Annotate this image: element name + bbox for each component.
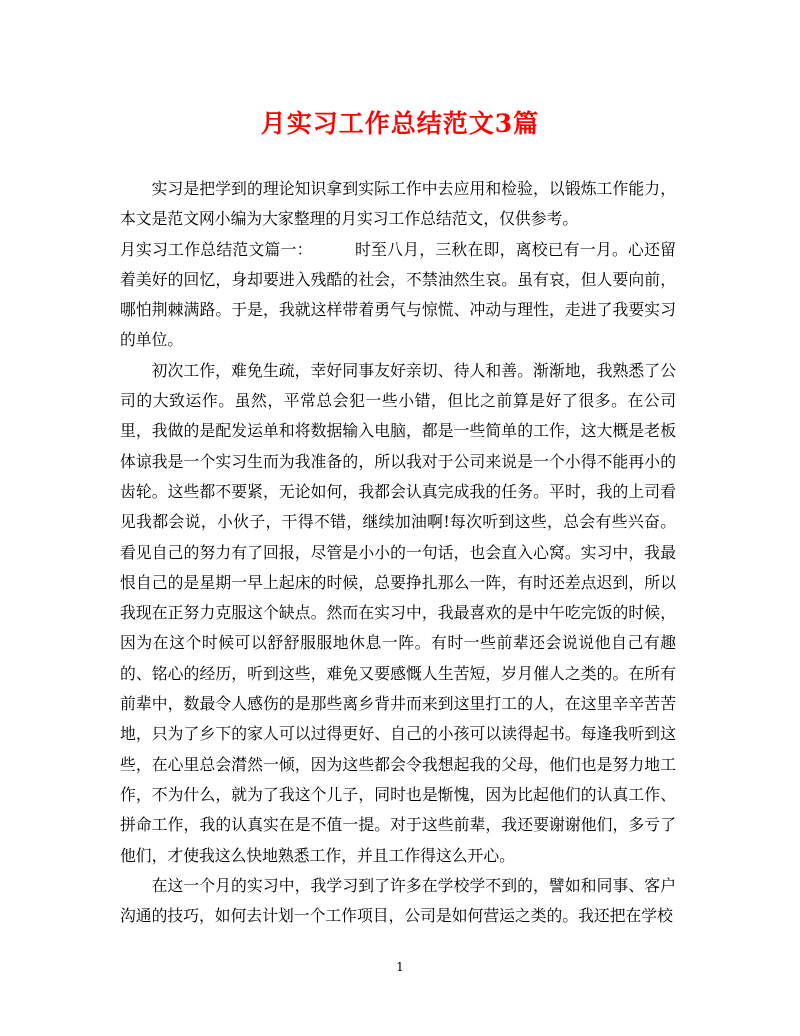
paragraph-3: 在这一个月的实习中，我学习到了许多在学校学不到的，譬如和同事、客户沟通的技巧，如何去计划一个工作项目，公司是如何营运之类的。我还把在学校 [120,875,676,926]
page-number: 1 [396,960,404,974]
section-label: 月实习工作总结范文篇一： [120,239,313,259]
intro-paragraph: 实习是把学到的理论知识拿到实际工作中去应用和检验，以锻炼工作能力，本文是范文网小编为大家整理的月实习工作总结范文，仅供参考。 [120,179,676,229]
section-first-text: 时至八月，三秋在即，离校已有一月。心还留着美好的回忆，身却要进入残酷的社会，不禁油然生哀。虽有哀，但人要向前，哪怕荆棘满路。于是，我就这样带着勇气与惊慌、冲动与理性，走进了我要实习的单位。 [120,239,676,350]
section-one-paragraph [120,235,676,356]
document-body [120,174,676,931]
paragraph-2: 初次工作，难免生疏，幸好同事友好亲切、待人和善。渐渐地，我熟悉了公司的大致运作。虽然，平常总会犯一些小错，但比之前算是好了很多。在公司里，我做的是配发运单和将数据输入电脑，都是一些简单的工作，这大概是老板体谅我是一个实习生而为我准备的，所以我对于公司来说是一个小得不能再小的齿轮。这些都不要紧，无论如何，我都会认真完成我的任务。平时，我的上司看见我都会说，小伙子，干得不错，继续加油啊!每次听到这些，总会有些兴奋。看见自己的努力有了回报，尽管是小小的一句话，也会直入心窝。实习中，我最恨自己的是星期一早上起床的时候，总要挣扎那么一阵，有时还差点迟到，所以我现在正努力克服这个缺点。然而在实习中，我最喜欢的是中午吃完饭的时候，因为在这个时候可以舒舒服服地休息一阵。有时一些前辈还会说说他自己有趣的、铭心的经历，听到这些，难免又要感慨人生苦短，岁月催人之类的。在所有前辈中，数最令人感伤的是那些离乡背井而来到这里打工的人，在这里辛辛苦苦地，只为了乡下的家人可以过得更好、自己的小孩可以读得起书。每逢我听到这些，在心里总会潸然一倾，因为这些都会令我想起我的父母，他们也是努力地工作，不为什么，就为了我这个儿子，同时也是惭愧，因为比起他们的认真工作、拼命工作，我的认真实在是不值一提。对于这些前辈，我还要谢谢他们，多亏了他们，才使我这么快地熟悉工作，并且工作得这么开心。 [120,360,676,865]
document-title: 月实习工作总结范文3篇 [260,109,540,138]
